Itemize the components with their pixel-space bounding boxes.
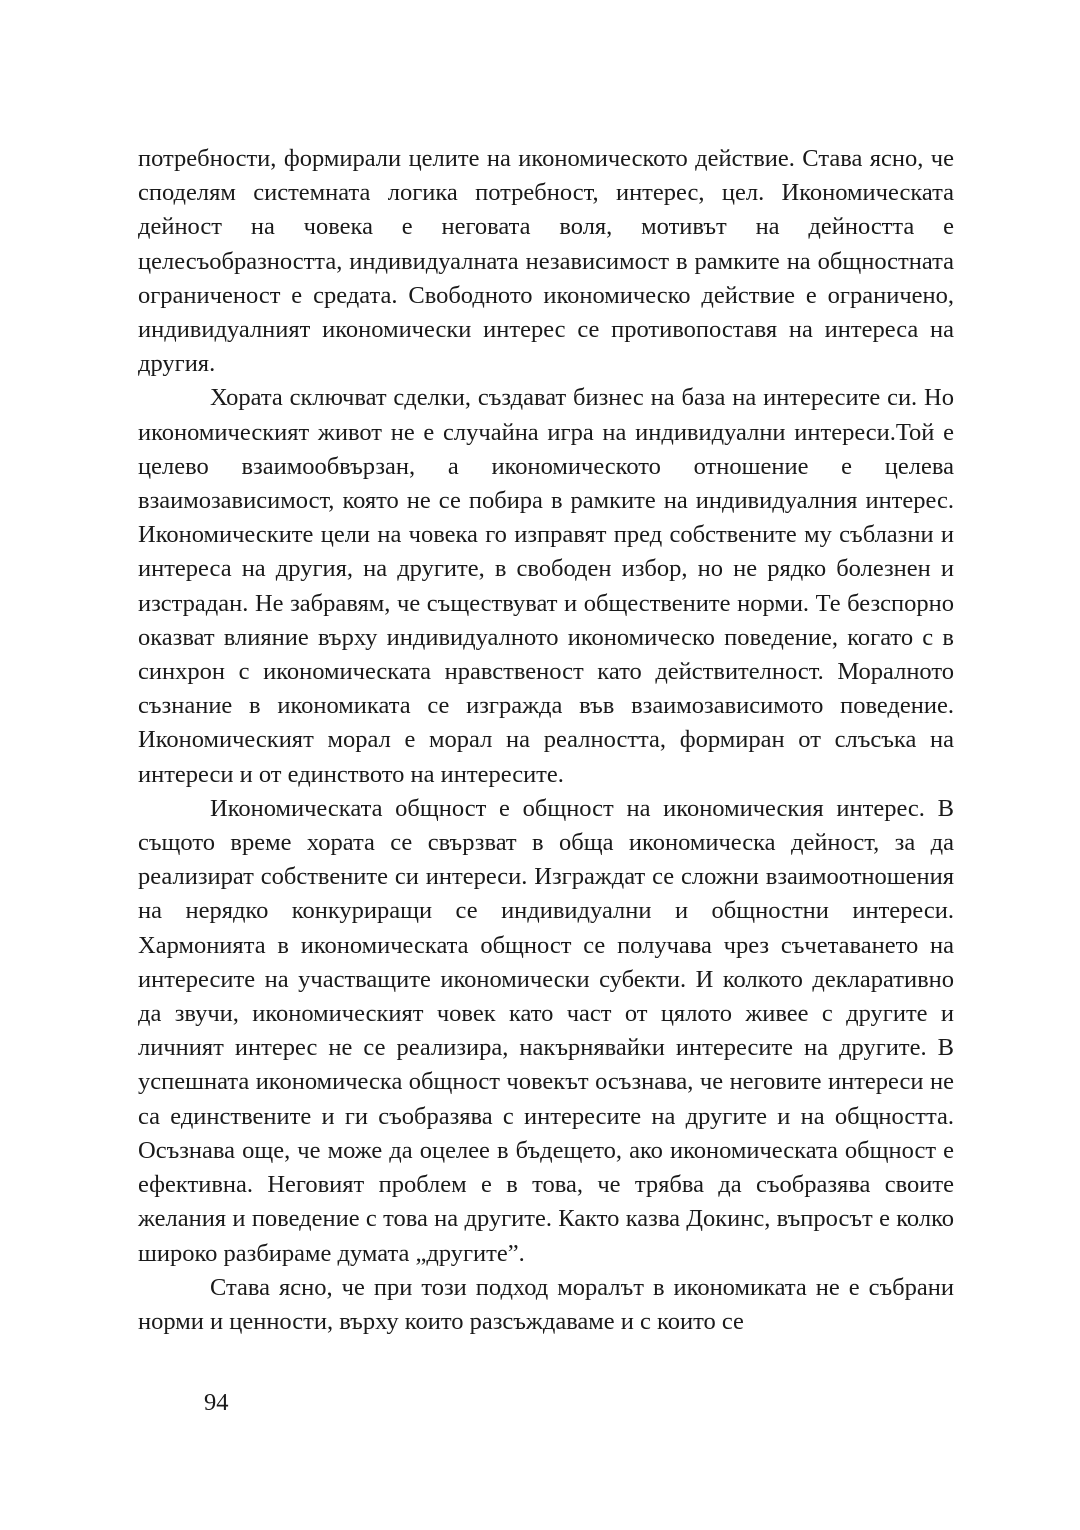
paragraph-deals: Хората сключват сделки, създават бизнес на база на интересите си. Но икономическият живот не е случайна игра на индивидуални интереси.Той е целево взаимообвързан, а икономическото отношение е целева взаимозависимост, която не се побира в рамките на индивидуалния интерес. Икономическите цели на човека го изправят пред собствените му съблазни и интереса на другия, на другите, в свободен избор, но не рядко болезнен и изстрадан. Не забравям, че съществуват и обществените норми. Те безспорно оказват влияние върху индивидуалното икономическо поведение, когато с в синхрон с икономическата нравственост като действителност. Моралното съзнание в икономиката се изгражда във взаимозависимото поведение. Икономическият морал е морал на реалността, формиран от слъсъка на интереси и от единството на интересите.	[138, 384, 954, 788]
paragraph-morality: Става ясно, че при този подход моралът в икономиката не е събрани норми и ценности, върху които разсъждаваме и с които се	[138, 1273, 954, 1335]
page-number: 94	[204, 1389, 229, 1416]
paragraph-economic-community: Икономическата общност е общност на икономическия интерес. В същото време хората се свързват в обща икономическа дейност, за да реализират собствените си интереси. Изграждат се сложни взаимоотношения на нерядко конкуриращи се индивидуални и общностни интереси. Хармонията в икономическата общност се получава чрез съчетаването на интересите на участващите икономически субекти. И колкото декларативно да звучи, икономическият човек като част от цялото живее с другите и личният интерес не се реализира, накърнявайки интересите на другите. В успешната икономическа общност човекът осъзнава, че неговите интереси не са единствените и ги съобразява с интересите на другите и на общността. Осъзнава още, че може да оцелее в бъдещето, ако икономическата общност е ефективна. Неговият проблем е в това, че трябва да съобразява своите желания и поведение с това на другите. Както казва Докинс, въпросът е колко широко разбираме думата „другите”.	[138, 794, 954, 1267]
body-text	[138, 142, 954, 1339]
paragraph-continuation: потребности, формирали целите на икономическото действие. Става ясно, че споделям системната логика потребност, интерес, цел. Икономическата дейност на човека е неговата воля, мотивът на дейността е целесъобразността, индивидуалната независимост в рамките на общностната ограниченост е средата. Свободното икономическо действие е ограничено, индивидуалният икономически интерес се противопоставя на интереса на другия.	[138, 145, 954, 378]
